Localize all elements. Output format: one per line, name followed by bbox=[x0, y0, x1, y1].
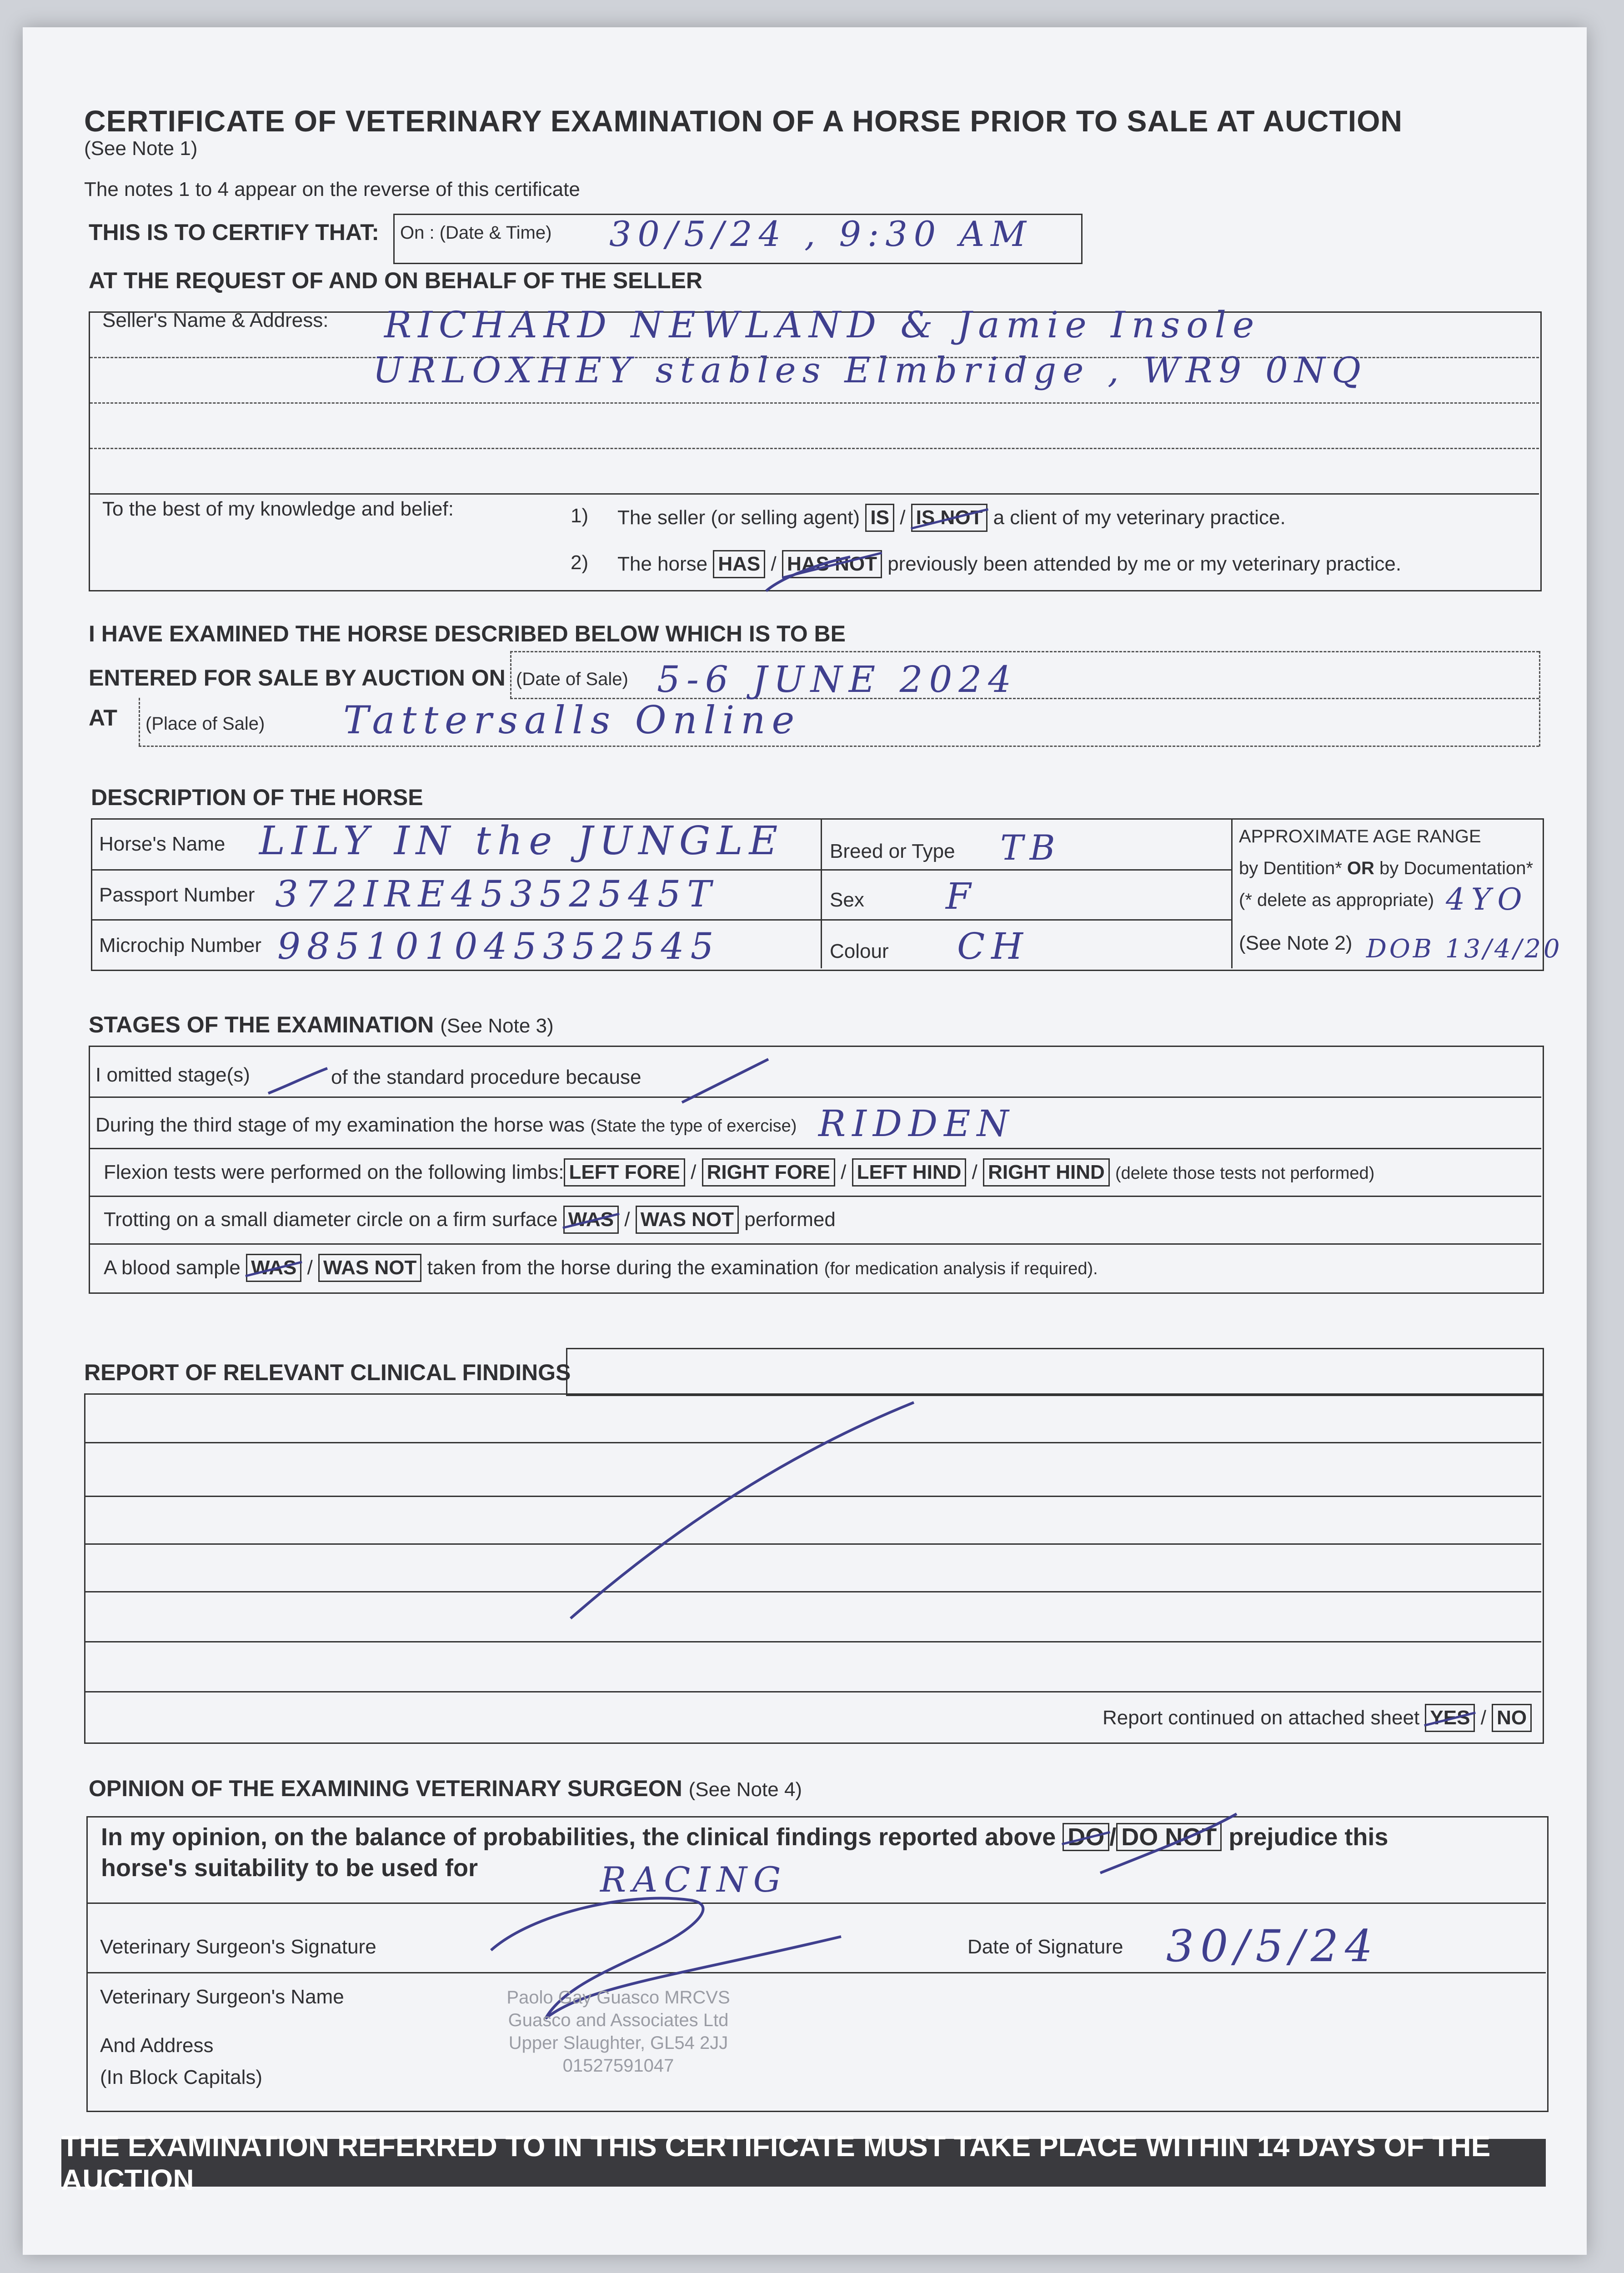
trot-pre: Trotting on a small diameter circle on a firm surface bbox=[104, 1208, 558, 1231]
stages-heading-text: STAGES OF THE EXAMINATION bbox=[89, 1012, 434, 1037]
third-stage-value[interactable]: RIDDEN bbox=[818, 1102, 1015, 1145]
belief-item2-num: 2) bbox=[571, 551, 589, 574]
horse-name-value[interactable]: LILY IN the JUNGLE bbox=[259, 818, 784, 864]
date-time-value: 30/5/24 , 9:30 AM bbox=[609, 214, 1033, 254]
opinion-text-3: horse's suitability to be used for bbox=[101, 1854, 478, 1882]
flexion-note: (delete those tests not performed) bbox=[1115, 1164, 1375, 1183]
certify-label: THIS IS TO CERTIFY THAT: bbox=[89, 220, 379, 245]
passport-label: Passport Number bbox=[99, 884, 255, 906]
omitted-post: of the standard procedure because bbox=[331, 1066, 642, 1088]
microchip-value[interactable]: 985101045352545 bbox=[277, 925, 720, 967]
sale-place-value[interactable]: Tattersalls Online bbox=[343, 698, 801, 742]
belief-item1-num: 1) bbox=[571, 505, 589, 527]
continued-yes-option[interactable]: YES bbox=[1425, 1704, 1475, 1732]
slash: / bbox=[307, 1257, 313, 1279]
opinion-text-1: In my opinion, on the balance of probabilities, the clinical findings reported above bbox=[101, 1823, 1056, 1851]
report-heading: REPORT OF RELEVANT CLINICAL FINDINGS bbox=[84, 1360, 571, 1385]
belief-label: To the best of my knowledge and belief: bbox=[102, 498, 454, 520]
seller-label: Seller's Name & Address: bbox=[102, 309, 329, 331]
sex-value[interactable]: F bbox=[946, 875, 977, 917]
breed-label: Breed or Type bbox=[830, 840, 955, 862]
signature-date-value[interactable]: 30/5/24 bbox=[1166, 1921, 1379, 1972]
blood-note: (for medication analysis if required). bbox=[824, 1259, 1098, 1278]
age-title: APPROXIMATE AGE RANGE bbox=[1239, 826, 1481, 846]
passport-value[interactable]: 372IRE45352545T bbox=[275, 873, 718, 915]
flexion-label: Flexion tests were performed on the following limbs: bbox=[104, 1161, 564, 1183]
slash: / bbox=[771, 553, 777, 575]
sex-label: Sex bbox=[830, 889, 864, 911]
omitted-pre: I omitted stage(s) bbox=[95, 1064, 250, 1086]
age-documentation: by Documentation* bbox=[1379, 858, 1534, 878]
sale-place-label: (Place of Sale) bbox=[145, 714, 265, 734]
blood-was-not-option[interactable]: WAS NOT bbox=[318, 1254, 421, 1282]
slash: / bbox=[900, 506, 906, 529]
sale-heading-2: ENTERED FOR SALE BY AUCTION ON bbox=[89, 665, 506, 691]
left-fore-option[interactable]: LEFT FORE bbox=[564, 1158, 685, 1187]
is-option[interactable]: IS bbox=[865, 504, 894, 532]
slash: / bbox=[1480, 1707, 1486, 1729]
age-dentition: by Dentition* bbox=[1239, 858, 1342, 878]
address-label-2: (In Block Capitals) bbox=[100, 2066, 263, 2088]
signature-date-label: Date of Signature bbox=[967, 1936, 1123, 1958]
stamp-line-1: Paolo Gay Guasco MRCVS bbox=[506, 1988, 730, 2008]
sale-date-label: (Date of Sale) bbox=[516, 669, 628, 689]
sale-date-value[interactable]: 5-6 JUNE 2024 bbox=[657, 658, 1018, 701]
third-stage-label: During the third stage of my examination the horse was bbox=[95, 1114, 585, 1136]
intended-use-value[interactable]: RACING bbox=[600, 1859, 787, 1900]
stamp-line-3: Upper Slaughter, GL54 2JJ bbox=[508, 2033, 728, 2053]
stages-heading-note: (See Note 3) bbox=[440, 1015, 554, 1037]
blood-was-option[interactable]: WAS bbox=[246, 1254, 301, 1282]
continued-label: Report continued on attached sheet bbox=[1103, 1707, 1420, 1729]
notes-line: The notes 1 to 4 appear on the reverse of this certificate bbox=[84, 178, 580, 200]
signature-label: Veterinary Surgeon's Signature bbox=[100, 1936, 376, 1958]
trot-post: performed bbox=[744, 1208, 836, 1231]
blood-pre: A blood sample bbox=[104, 1257, 241, 1279]
seller-name-value: RICHARD NEWLAND & Jamie Insole bbox=[384, 304, 1261, 346]
horse-heading: DESCRIPTION OF THE HORSE bbox=[91, 785, 423, 810]
breed-value[interactable]: TB bbox=[1000, 827, 1062, 868]
dob-value[interactable]: DOB 13/4/20 bbox=[1366, 934, 1563, 964]
seller-address-value: URLOXHEY stables Elmbridge , WR9 0NQ bbox=[373, 350, 1367, 391]
item1-pre: The seller (or selling agent) bbox=[617, 506, 860, 529]
blood-post: taken from the horse during the examination bbox=[427, 1257, 819, 1279]
see-note-1: (See Note 1) bbox=[84, 137, 198, 160]
slash: / bbox=[691, 1161, 697, 1183]
is-not-option[interactable]: IS NOT bbox=[911, 504, 988, 532]
vet-name-label: Veterinary Surgeon's Name bbox=[100, 1986, 344, 2008]
age-value[interactable]: 4YO bbox=[1446, 882, 1529, 917]
continued-no-option[interactable]: NO bbox=[1492, 1704, 1532, 1732]
stamp-line-2: Guasco and Associates Ltd bbox=[508, 2010, 729, 2030]
stamp-line-4: 01527591047 bbox=[562, 2056, 674, 2076]
horse-name-label: Horse's Name bbox=[99, 833, 226, 855]
item1-post: a client of my veterinary practice. bbox=[993, 506, 1286, 529]
age-or: OR bbox=[1347, 858, 1374, 878]
sale-heading-1: I HAVE EXAMINED THE HORSE DESCRIBED BELOW WHICH IS TO BE bbox=[89, 621, 846, 646]
opinion-heading-text: OPINION OF THE EXAMINING VETERINARY SURGEON bbox=[89, 1776, 682, 1801]
colour-value[interactable]: CH bbox=[957, 925, 1029, 967]
opinion-text-2: prejudice this bbox=[1228, 1823, 1388, 1851]
slash: / bbox=[972, 1161, 977, 1183]
slash: / bbox=[624, 1208, 630, 1231]
colour-label: Colour bbox=[830, 940, 889, 962]
third-stage-note: (State the type of exercise) bbox=[590, 1116, 797, 1136]
right-fore-option[interactable]: RIGHT FORE bbox=[702, 1158, 835, 1187]
microchip-label: Microchip Number bbox=[99, 934, 261, 956]
footer-banner: THE EXAMINATION REFERRED TO IN THIS CERTIFICATE MUST TAKE PLACE WITHIN 14 DAYS OF THE AUCTION bbox=[61, 2139, 1546, 2187]
do-option[interactable]: DO bbox=[1063, 1823, 1109, 1851]
do-not-option[interactable]: DO NOT bbox=[1116, 1823, 1222, 1851]
item2-pre: The horse bbox=[617, 553, 708, 575]
address-label-1: And Address bbox=[100, 2034, 214, 2057]
age-see-note: (See Note 2) bbox=[1239, 932, 1353, 954]
trot-was-option[interactable]: WAS bbox=[563, 1206, 619, 1234]
item2-post: previously been attended by me or my veterinary practice. bbox=[887, 553, 1402, 575]
request-label: AT THE REQUEST OF AND ON BEHALF OF THE SELLER bbox=[89, 268, 702, 293]
slash: / bbox=[841, 1161, 847, 1183]
certificate-title: CERTIFICATE OF VETERINARY EXAMINATION OF A HORSE PRIOR TO SALE AT AUCTION bbox=[84, 104, 1403, 138]
date-time-label: On : (Date & Time) bbox=[400, 223, 552, 243]
left-hind-option[interactable]: LEFT HIND bbox=[852, 1158, 967, 1187]
has-not-option[interactable]: HAS NOT bbox=[782, 550, 882, 578]
sale-at-label: AT bbox=[89, 705, 117, 731]
has-option[interactable]: HAS bbox=[713, 550, 765, 578]
slash: / bbox=[1109, 1823, 1117, 1851]
right-hind-option[interactable]: RIGHT HIND bbox=[983, 1158, 1110, 1187]
age-delete-note: (* delete as appropriate) bbox=[1239, 890, 1434, 910]
opinion-heading-note: (See Note 4) bbox=[688, 1778, 802, 1801]
trot-was-not-option[interactable]: WAS NOT bbox=[636, 1206, 739, 1234]
